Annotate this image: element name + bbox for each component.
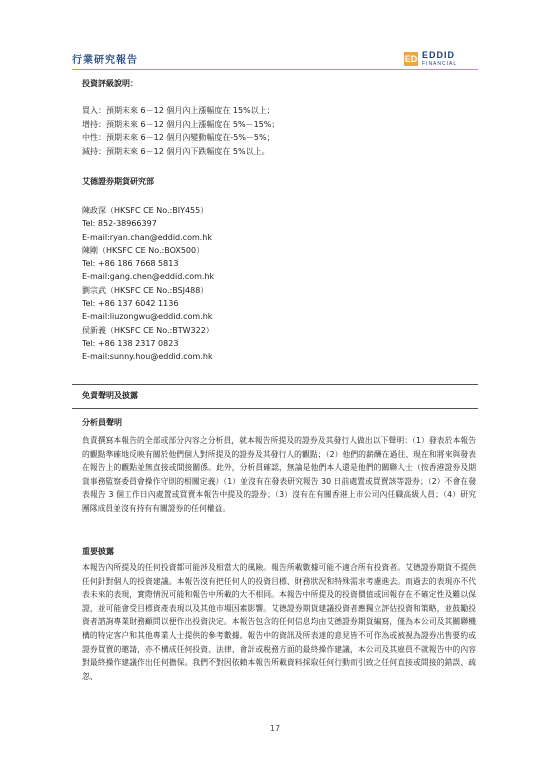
contact-line: E-mail:sunny.hou@eddid.com.hk: [82, 352, 213, 362]
disclaimer-heading-block: [82, 390, 138, 402]
contact-line: 侯新義（HKSFC CE No.:BTW322）: [82, 325, 214, 335]
section-divider: [72, 384, 478, 385]
company-logo: [404, 50, 478, 70]
contact-line: E-mail:liuzongwu@eddid.com.hk: [82, 312, 213, 322]
contact-line: Tel: +86 138 2317 0823: [82, 338, 179, 348]
rating-item: 減持：預期未來 6－12 個月內下跌幅度在 5%以上。: [82, 146, 270, 156]
section-divider: [72, 408, 478, 409]
logo-subtitle: FINANCIAL: [422, 61, 458, 67]
header-divider: [72, 69, 478, 70]
contact-line: 陳剛（HKSFC CE No.:BOX500）: [82, 245, 205, 255]
important-heading: 重要披露: [82, 547, 114, 556]
contact-line: Tel: 852-38966397: [82, 219, 157, 229]
disclaimer-heading: 免責聲明及披露: [82, 391, 138, 400]
rating-item: 增持：預期未來 6－12 個月內上漲幅度在 5%－15%；: [82, 119, 280, 129]
header-title: 行業研究報告: [72, 55, 138, 66]
rating-heading: 投資評級說明：: [82, 79, 138, 88]
contact-line: 陳政深（HKSFC CE No.:BIY455）: [82, 206, 209, 215]
contact-line: Tel: +86 137 6042 1136: [82, 299, 179, 309]
research-contacts: [82, 204, 214, 364]
analyst-heading: 分析員聲明: [82, 418, 122, 427]
page-number: 17: [269, 724, 281, 733]
rating-heading-block: [82, 78, 138, 90]
rating-list: [82, 104, 279, 158]
important-disclosure: 本報告內所提及的任何投資都可能涉及相當大的風險。報告所載數據可能不適合所有投資者。艾德證券期貨不提供任何針對個人的投資建議。本報告沒有把任何人的投資目標、財務狀況和特殊需求考慮進去。而過去的表現亦不代表未來的表現，實際情況可能和報告中所載的大不相同。本報告中所提及的投資價值或回報存在不確定性及難以保證，並可能會受目標資產表現以及其他市場因素影響。艾德證券期貨建議投資者應獨立評估投資和策略，並鼓勵投資者諮詢專業財務顧問以便作出投資決定。本報告包含的任何信息均由艾德證券期貨編寫，僅為本公司及其關聯機構的特定客户和其他專業人士提供的參考數據。報告中的資訊及所表達的意見皆不可作為或被視為證券出售要約或證券買賣的邀請，亦不構成任何投資、法律、會計或税務方面的最終操作建議，本公司及其雇員不就報告中的內容對最終操作建議作出任何擔保。我們不對因依賴本報告所載資料採取任何行動而引致之任何直接或間接的錯誤、疏忽、: [82, 563, 476, 681]
page-header: [72, 50, 478, 68]
contact-line: Tel: +86 186 7668 5813: [82, 259, 179, 269]
rating-item: 買入：預期未來 6－12 個月內上漲幅度在 15%以上；: [82, 106, 275, 115]
contact-line: 劉宗武（HKSFC CE No.:BSJ488）: [82, 285, 209, 295]
logo-mark-icon: ED: [404, 54, 418, 64]
contact-line: E-mail:ryan.chan@eddid.com.hk: [82, 232, 213, 242]
rating-item: 中性：預期未來 6－12 個月內變動幅度在-5%－5%；: [82, 133, 275, 142]
research-heading: 艾德證券期貨研究部: [82, 177, 154, 186]
analyst-heading-block: [82, 417, 122, 429]
important-heading-block: [82, 546, 114, 558]
contact-line: E-mail:gang.chen@eddid.com.hk: [82, 272, 215, 282]
analyst-statement: 負責撰寫本報告的全部或部分內容之分析員，就本報告所提及的證券及其發行人做出以下聲明：（1）發表於本報告的觀點準確地反映有關於他們個人對所提及的證券及其發行人的觀點；（2）他們的薪酬在過往、現在和將來與發表在報告上的觀點並無直接或間接關係。此外，分析員確認，無論是他們本人還是他們的關聯人士（按香港證券及期貨事務監察委員會操作守則的相關定義）（1）並沒有在發表研究報告 30 日前處置或買賣該等證券；（2）不會在發表報告 3 個工作日內處置或買賣本報告中提及的證券；（3）沒有在有關香港上市公司內任職高級人員；（4）研究團隊成員並沒有持有有關證券的任何權益。: [82, 436, 476, 513]
logo-wordmark: EDDID: [422, 50, 456, 60]
research-heading-block: [82, 176, 154, 188]
